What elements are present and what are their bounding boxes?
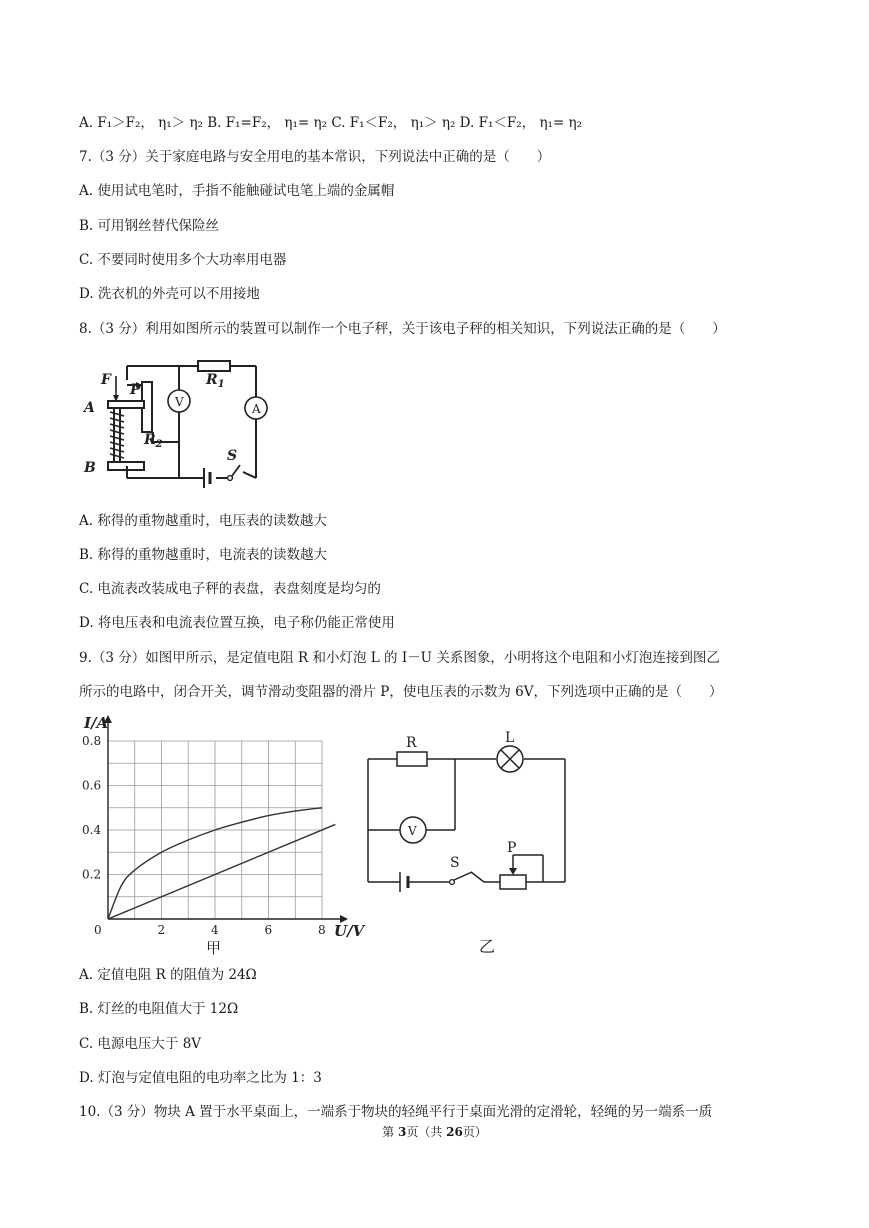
q9-circuit-figure xyxy=(360,722,575,962)
q8-option-c: C. 电流表改装成电子秤的表盘，表盘刻度是均匀的 xyxy=(79,581,381,597)
q9-option-c: C. 电源电压大于 8V xyxy=(79,1036,202,1052)
x-tick-label: 2 xyxy=(157,923,166,937)
q8-option-a: A. 称得的重物越重时，电压表的读数越大 xyxy=(79,513,327,529)
q8-option-d: D. 将电压表和电流表位置互换，电子称仍能正常使用 xyxy=(79,615,395,631)
q10-stem: 10.（3 分）物块 A 置于水平桌面上，一端系于物块的轻绳平行于桌面光滑的定滑轮，轻绳的另一端系一质 xyxy=(79,1104,713,1120)
label-p2: P xyxy=(507,840,517,856)
y-tick-label: 0.6 xyxy=(82,778,102,793)
y-tick-label: 0.4 xyxy=(82,823,102,837)
label-v2: V xyxy=(408,824,417,838)
x-tick-label: 4 xyxy=(211,923,219,937)
y-axis-label: I/A xyxy=(84,714,109,732)
q9-stem-line1: 9.（3 分）如图甲所示，是定值电阻 R 和小灯泡 L 的 I－U 关系图象，小明将这个电阻和小灯泡连接到图乙 xyxy=(79,650,720,666)
iu-graph xyxy=(78,708,368,958)
q8-stem: 8.（3 分）利用如图所示的装置可以制作一个电子秤，关于该电子秤的相关知识，下列说法正确的是（ ） xyxy=(79,321,726,337)
q8-circuit-figure xyxy=(80,350,280,492)
r1-resistor xyxy=(198,361,230,371)
q9-option-b: B. 灯丝的电阻值大于 12Ω xyxy=(79,1001,239,1017)
series-resistor-line xyxy=(108,824,335,919)
label-r: R xyxy=(406,735,417,751)
y-tick-label: 0.8 xyxy=(82,734,102,748)
page-footer: 第 3页（共 26页） xyxy=(382,1125,487,1139)
q7-option-a: A. 使用试电笔时，手指不能触碰试电笔上端的金属帽 xyxy=(79,183,395,199)
plate-a xyxy=(108,401,144,408)
x-tick-label: 8 xyxy=(318,923,326,937)
switch xyxy=(228,476,233,481)
label-b: B xyxy=(84,460,96,476)
label-a: A xyxy=(84,400,95,416)
label-p: P xyxy=(130,382,141,398)
q7-stem: 7.（3 分）关于家庭电路与安全用电的基本常识，下列说法中正确的是（ ） xyxy=(79,149,551,165)
q9-stem-line2: 所示的电路中，闭合开关，调节滑动变阻器的滑片 P，使电压表的示数为 6V，下列选项中正确的是（ ） xyxy=(79,684,723,700)
label-f: F xyxy=(101,372,111,388)
graph-axes xyxy=(104,715,348,923)
x-tick-label: 0 xyxy=(94,923,102,937)
circuit-caption: 乙 xyxy=(479,937,496,956)
spring xyxy=(110,412,124,458)
label-s: S xyxy=(227,448,238,464)
resistor-r xyxy=(397,752,427,766)
page-number: 3 xyxy=(397,1125,407,1139)
q9-option-a: A. 定值电阻 R 的阻值为 24Ω xyxy=(79,967,257,983)
label-r1: $R_1$ xyxy=(206,372,225,390)
label-ammeter: A xyxy=(252,402,261,416)
x-tick-label: 6 xyxy=(264,923,273,937)
q7-option-d: D. 洗衣机的外壳可以不用接地 xyxy=(79,286,260,302)
q8-option-b: B. 称得的重物越重时，电流表的读数越大 xyxy=(79,547,328,563)
label-r2: $R_2$ xyxy=(144,432,163,450)
q7-option-b: B. 可用钢丝替代保险丝 xyxy=(79,218,220,234)
q7-option-c: C. 不要同时使用多个大功率用电器 xyxy=(79,252,287,268)
y-tick-label: 0.2 xyxy=(82,867,102,882)
label-v: V xyxy=(175,395,184,409)
x-axis-label: U/V xyxy=(334,922,365,940)
label-l: L xyxy=(505,730,515,746)
q6-options: A. F₁＞F₂， η₁＞ η₂ B. F₁=F₂， η₁= η₂ C. F₁＜F₂， η₁＞ η₂ D. F₁＜F₂， η₁= η₂ xyxy=(79,115,583,131)
q9-option-d: D. 灯泡与定值电阻的电功率之比为 1：3 xyxy=(79,1070,322,1086)
label-s2: S xyxy=(450,855,460,871)
page-total: 26 xyxy=(446,1125,463,1139)
switch-s xyxy=(450,880,455,885)
graph-caption: 甲 xyxy=(206,939,222,957)
rheostat xyxy=(500,875,526,889)
